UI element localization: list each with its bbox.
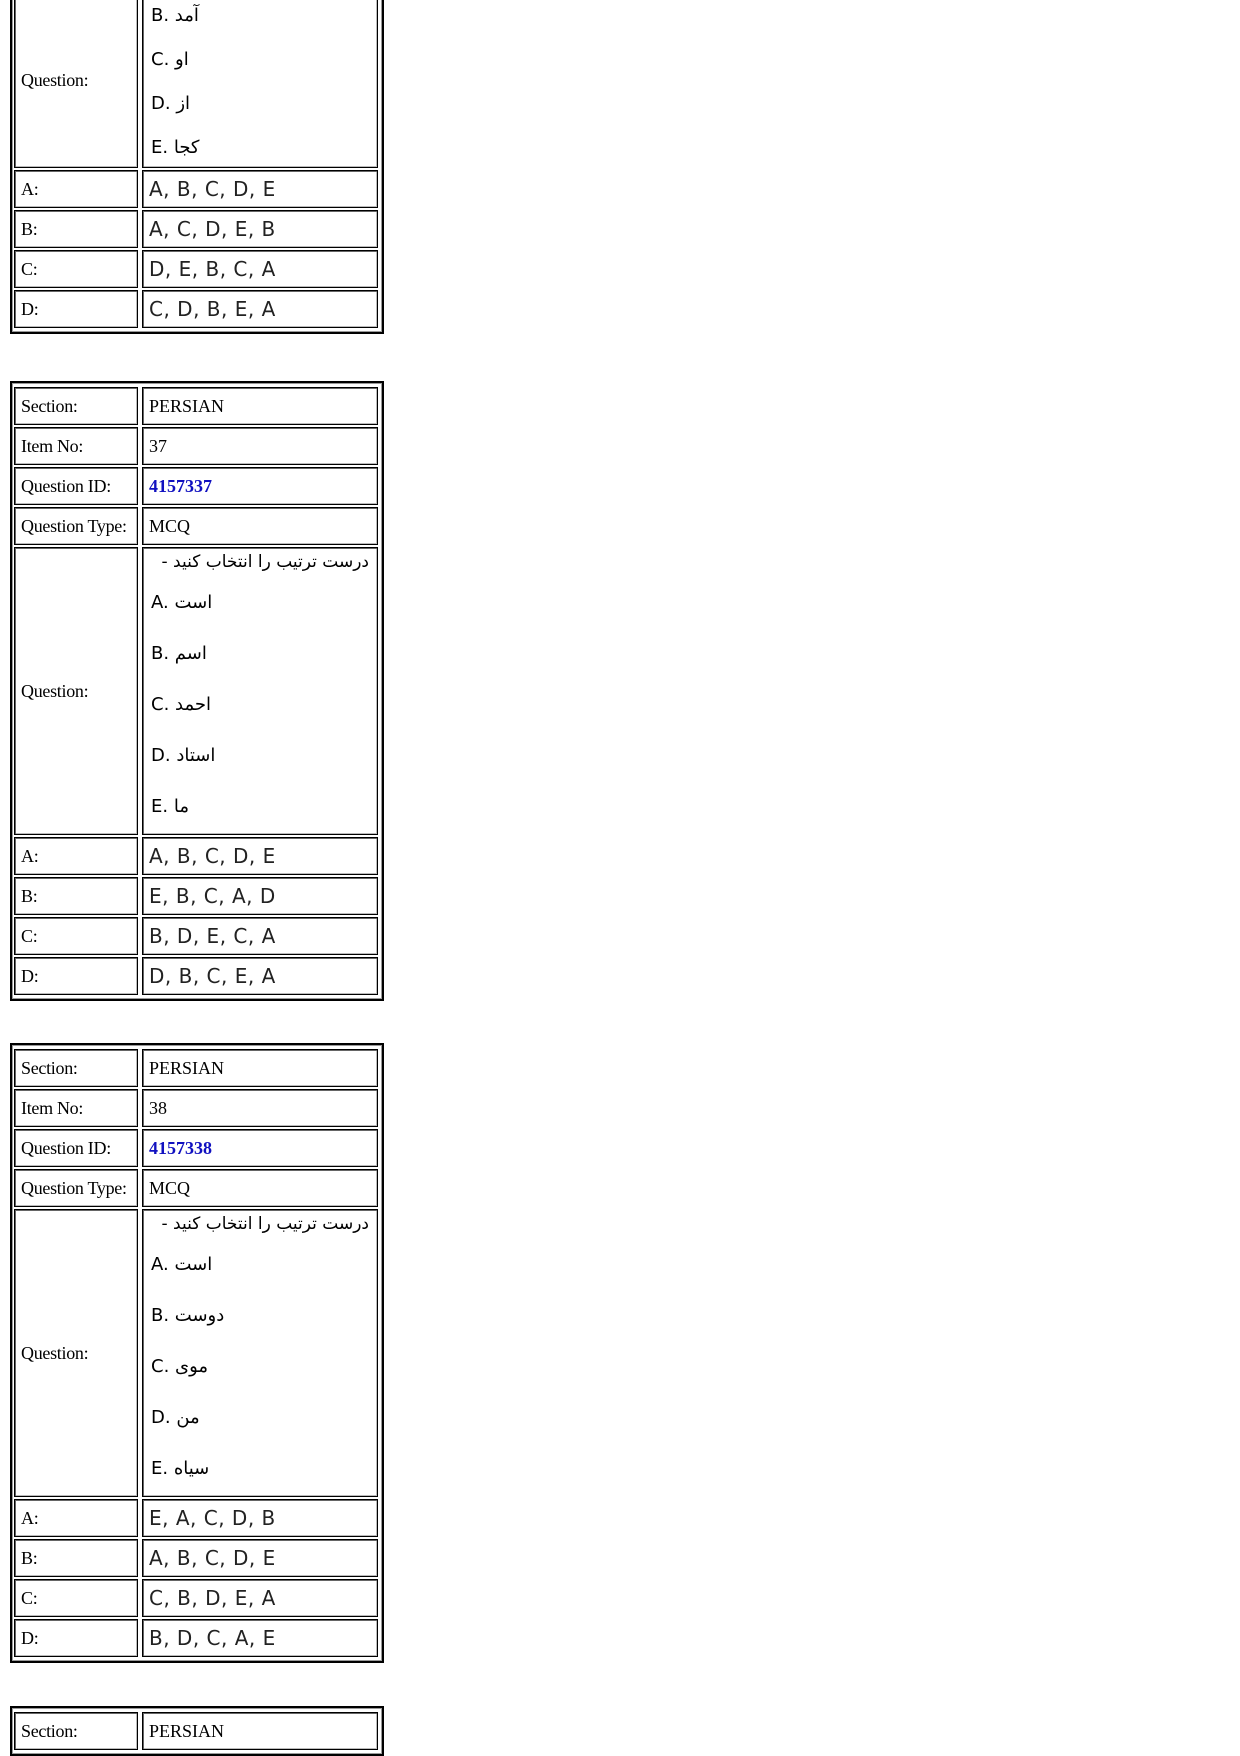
option-a-value: A, B, C, D, E bbox=[142, 837, 378, 875]
option-c-value: B, D, E, C, A bbox=[142, 917, 378, 955]
option-a-value: E, A, C, D, B bbox=[142, 1499, 378, 1537]
question-item: E. ما bbox=[151, 796, 189, 817]
question-id-link[interactable]: 4157337 bbox=[142, 467, 378, 505]
question-item: B. دوست bbox=[151, 1305, 225, 1326]
item-no-value: 38 bbox=[142, 1089, 378, 1127]
option-d-label: D: bbox=[14, 957, 138, 995]
option-c-label: C: bbox=[14, 1579, 138, 1617]
option-c-value: D, E, B, C, A bbox=[142, 250, 378, 288]
option-d-value: B, D, C, A, E bbox=[142, 1619, 378, 1657]
option-c-label: C: bbox=[14, 250, 138, 288]
section-value: PERSIAN bbox=[142, 1049, 378, 1087]
question-item: E. کجا bbox=[151, 137, 200, 159]
option-d-value: C, D, B, E, A bbox=[142, 290, 378, 328]
question-id-label: Question ID: bbox=[14, 467, 138, 505]
question-table-37 bbox=[10, 381, 384, 1001]
question-prompt: درست ترتیب را انتخاب کنید - bbox=[161, 1214, 369, 1234]
question-label: Question: bbox=[14, 547, 138, 835]
question-item: A. است bbox=[151, 592, 213, 613]
option-d-value: D, B, C, E, A bbox=[142, 957, 378, 995]
question-item: B. آمد bbox=[151, 5, 199, 26]
question-id-label: Question ID: bbox=[14, 1129, 138, 1167]
item-no-value: 37 bbox=[142, 427, 378, 465]
question-label: Question: bbox=[14, 1209, 138, 1497]
option-b-value: A, B, C, D, E bbox=[142, 1539, 378, 1577]
question-prompt: درست ترتیب را انتخاب کنید - bbox=[161, 552, 369, 572]
question-item: C. او bbox=[151, 49, 189, 71]
question-type-label: Question Type: bbox=[14, 1169, 138, 1207]
option-b-label: B: bbox=[14, 1539, 138, 1577]
question-label: Question: bbox=[14, 0, 138, 168]
question-table-38 bbox=[10, 1043, 384, 1663]
question-body bbox=[142, 547, 378, 835]
question-type-value: MCQ bbox=[142, 507, 378, 545]
question-item: A. است bbox=[151, 1254, 213, 1275]
question-item: E. سیاه bbox=[151, 1458, 210, 1479]
question-body bbox=[142, 0, 378, 168]
section-value: PERSIAN bbox=[142, 1712, 378, 1750]
item-no-label: Item No: bbox=[14, 1089, 138, 1127]
question-item: D. از bbox=[151, 93, 191, 115]
question-item: C. احمد bbox=[151, 694, 211, 715]
option-b-label: B: bbox=[14, 210, 138, 248]
option-a-label: A: bbox=[14, 1499, 138, 1537]
section-label: Section: bbox=[14, 1712, 138, 1750]
section-label: Section: bbox=[14, 387, 138, 425]
question-item: C. موی bbox=[151, 1356, 209, 1377]
option-a-label: A: bbox=[14, 170, 138, 208]
question-item: D. من bbox=[151, 1407, 200, 1428]
question-table-partial-top bbox=[10, 0, 384, 334]
option-c-value: C, B, D, E, A bbox=[142, 1579, 378, 1617]
option-b-label: B: bbox=[14, 877, 138, 915]
question-type-value: MCQ bbox=[142, 1169, 378, 1207]
question-id-link[interactable]: 4157338 bbox=[142, 1129, 378, 1167]
option-d-label: D: bbox=[14, 290, 138, 328]
section-value: PERSIAN bbox=[142, 387, 378, 425]
option-b-value: E, B, C, A, D bbox=[142, 877, 378, 915]
section-label: Section: bbox=[14, 1049, 138, 1087]
question-type-label: Question Type: bbox=[14, 507, 138, 545]
option-b-value: A, C, D, E, B bbox=[142, 210, 378, 248]
question-body bbox=[142, 1209, 378, 1497]
option-a-value: A, B, C, D, E bbox=[142, 170, 378, 208]
question-table-partial-bottom bbox=[10, 1706, 384, 1756]
item-no-label: Item No: bbox=[14, 427, 138, 465]
option-a-label: A: bbox=[14, 837, 138, 875]
question-item: D. استاد bbox=[151, 745, 216, 766]
option-d-label: D: bbox=[14, 1619, 138, 1657]
question-item: B. اسم bbox=[151, 643, 207, 664]
option-c-label: C: bbox=[14, 917, 138, 955]
